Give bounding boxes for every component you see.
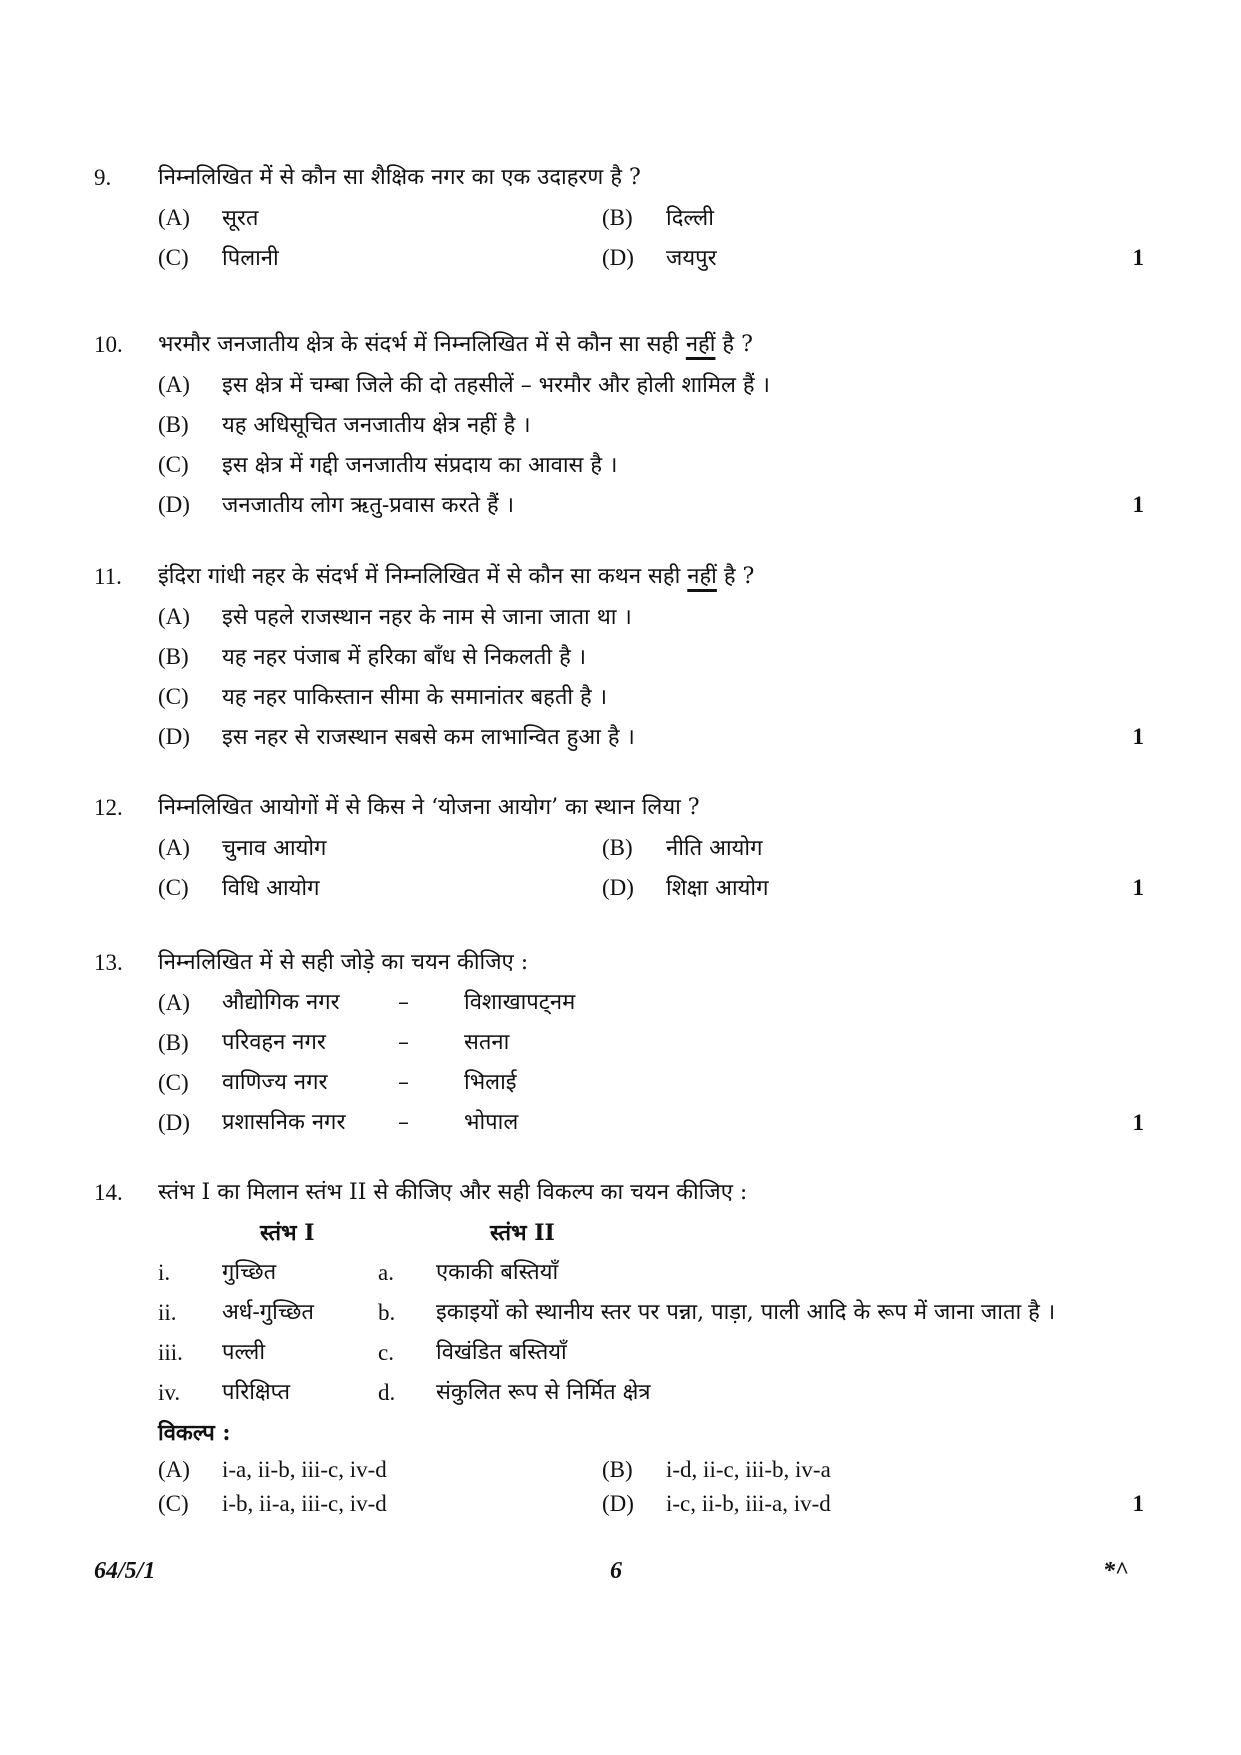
marks: 1 <box>1132 1110 1144 1135</box>
option-c <box>158 868 319 909</box>
option-letter: (B) <box>602 205 633 230</box>
pair-left: परिवहन नगर <box>222 1030 326 1055</box>
pair-dash: – <box>398 990 409 1015</box>
question-text-part: भरमौर जनजातीय क्षेत्र के संदर्भ में निम्नलिखित में से कौन सा सही <box>158 332 686 357</box>
option-c <box>158 238 279 279</box>
match-row <box>94 1253 1144 1293</box>
question-number: 12. <box>94 795 123 820</box>
option-text: यह अधिसूचित जनजातीय क्षेत्र नहीं है । <box>222 413 531 438</box>
option-b <box>158 405 531 446</box>
row-letter: d. <box>378 1380 396 1405</box>
option-text: दिल्ली <box>666 206 714 231</box>
match-row <box>94 1333 1144 1373</box>
option-d <box>158 717 635 758</box>
pair-dash: – <box>398 1030 409 1055</box>
row-right: एकाकी बस्तियाँ <box>436 1260 559 1285</box>
option-letter: (C) <box>158 684 189 709</box>
pair-dash: – <box>398 1070 409 1095</box>
option-letter: (B) <box>158 412 189 437</box>
option-text: यह नहर पंजाब में हरिका बाँध से निकलती है । <box>222 645 587 670</box>
marks: 1 <box>1132 724 1144 749</box>
option-letter: (D) <box>158 724 190 749</box>
question-text: स्तंभ I का मिलान स्तंभ II से कीजिए और सही विकल्प का चयन कीजिए : <box>158 1180 748 1205</box>
pair-letter: (C) <box>158 1070 189 1095</box>
option-letter: (B) <box>158 644 189 669</box>
option-a <box>158 198 258 239</box>
option-b <box>602 1453 831 1488</box>
question-number: 14. <box>94 1180 123 1205</box>
question-number: 13. <box>94 950 123 975</box>
match-row <box>94 1293 1144 1333</box>
pair-left: औद्योगिक नगर <box>222 990 340 1015</box>
option-letter: (D) <box>158 492 190 517</box>
option-letter: (B) <box>602 835 633 860</box>
question-12 <box>94 788 1144 908</box>
question-13 <box>94 943 1144 1143</box>
row-left: परिक्षिप्त <box>222 1380 290 1405</box>
option-letter: (D) <box>602 245 634 270</box>
option-c <box>158 445 617 486</box>
option-letter: (A) <box>158 372 190 397</box>
question-text: निम्नलिखित में से सही जोड़े का चयन कीजिए : <box>158 950 529 975</box>
pair-right: भिलाई <box>464 1070 517 1095</box>
pair-c <box>94 1063 1144 1103</box>
option-c <box>158 1487 387 1522</box>
option-text: चुनाव आयोग <box>222 836 327 861</box>
pair-letter: (D) <box>158 1110 190 1135</box>
options-label: विकल्प : <box>158 1420 231 1446</box>
option-b <box>602 828 762 869</box>
footer-mark: *^ <box>1103 1558 1129 1584</box>
pair-right: विशाखापट्नम <box>464 990 576 1015</box>
row-right: संकुलित रूप से निर्मित क्षेत्र <box>436 1380 651 1405</box>
marks: 1 <box>1132 245 1144 270</box>
question-number: 9. <box>94 165 112 190</box>
question-text-part: है ? <box>715 332 753 357</box>
option-text: i-c, ii-b, iii-a, iv-d <box>666 1491 831 1516</box>
option-letter: (D) <box>602 875 634 900</box>
question-emphasis: नहीं <box>685 332 716 357</box>
option-a <box>158 828 326 869</box>
option-text: शिक्षा आयोग <box>666 876 769 901</box>
question-number: 10. <box>94 332 123 357</box>
page-number: 6 <box>610 1558 622 1584</box>
option-text: विधि आयोग <box>222 876 320 901</box>
option-text: इस नहर से राजस्थान सबसे कम लाभान्वित हुआ है । <box>222 725 635 750</box>
question-text: निम्नलिखित आयोगों में से किस ने ‘योजना आयोग’ का स्थान लिया ? <box>158 795 700 820</box>
pair-b <box>94 1023 1144 1063</box>
row-right: विखंडित बस्तियाँ <box>436 1340 567 1365</box>
option-letter: (C) <box>158 245 189 270</box>
row-letter: c. <box>378 1340 394 1365</box>
option-letter: (A) <box>158 205 190 230</box>
option-d <box>602 238 717 279</box>
option-letter: (C) <box>158 1491 189 1516</box>
pair-a <box>94 983 1144 1023</box>
option-letter: (C) <box>158 875 189 900</box>
column-2-header: स्तंभ II <box>490 1220 555 1246</box>
option-text: पिलानी <box>222 246 279 271</box>
option-letter: (B) <box>602 1457 633 1482</box>
question-11 <box>94 557 1144 757</box>
option-letter: (A) <box>158 604 190 629</box>
row-numeral: iii. <box>158 1340 183 1365</box>
question-text-part: इंदिरा गांधी नहर के संदर्भ में निम्नलिखित में से कौन सा कथन सही <box>158 564 688 589</box>
marks: 1 <box>1132 1491 1144 1516</box>
row-numeral: i. <box>158 1260 171 1285</box>
question-text: निम्नलिखित में से कौन सा शैक्षिक नगर का एक उदाहरण है ? <box>158 165 641 190</box>
question-10 <box>94 325 1144 525</box>
question-text-part: है ? <box>716 564 755 589</box>
option-letter: (D) <box>602 1491 634 1516</box>
match-row <box>94 1373 1144 1413</box>
option-text: इसे पहले राजस्थान नहर के नाम से जाना जाता था । <box>222 605 632 630</box>
option-c <box>158 677 607 718</box>
option-letter: (A) <box>158 1457 190 1482</box>
option-text: जनजातीय लोग ऋतु-प्रवास करते हैं । <box>222 493 515 518</box>
row-numeral: iv. <box>158 1380 181 1405</box>
option-text: i-a, ii-b, iii-c, iv-d <box>222 1457 387 1482</box>
option-text: नीति आयोग <box>666 836 763 861</box>
question-14 <box>94 1173 1144 1521</box>
option-a <box>158 365 770 406</box>
marks: 1 <box>1132 492 1144 517</box>
option-letter: (C) <box>158 452 189 477</box>
row-left: अर्ध-गुच्छित <box>222 1300 314 1325</box>
question-9 <box>94 158 1144 278</box>
row-letter: a. <box>378 1260 394 1285</box>
pair-right: सतना <box>464 1030 510 1055</box>
row-letter: b. <box>378 1300 396 1325</box>
option-text: जयपुर <box>666 246 717 271</box>
option-text: सूरत <box>222 206 259 231</box>
option-a <box>158 597 632 638</box>
pair-left: वाणिज्य नगर <box>222 1070 328 1095</box>
option-text: i-d, ii-c, iii-b, iv-a <box>666 1457 831 1482</box>
option-a <box>158 1453 387 1488</box>
option-text: इस क्षेत्र में चम्बा जिले की दो तहसीलें – भरमौर और होली शामिल हैं । <box>222 373 770 398</box>
row-right: इकाइयों को स्थानीय स्तर पर पन्ना, पाड़ा, पाली आदि के रूप में जाना जाता है । <box>436 1300 1056 1325</box>
marks: 1 <box>1132 875 1144 900</box>
pair-dash: – <box>398 1110 409 1135</box>
option-text: इस क्षेत्र में गद्दी जनजातीय संप्रदाय का आवास है । <box>222 453 618 478</box>
pair-letter: (B) <box>158 1030 189 1055</box>
option-b <box>602 198 714 239</box>
question-text <box>158 325 753 365</box>
question-number: 11. <box>94 564 122 589</box>
option-b <box>158 637 586 678</box>
row-numeral: ii. <box>158 1300 177 1325</box>
pair-letter: (A) <box>158 990 190 1015</box>
question-emphasis: नहीं <box>687 564 717 589</box>
pair-right: भोपाल <box>464 1110 519 1135</box>
pair-d <box>94 1103 1144 1143</box>
row-left: गुच्छित <box>222 1260 277 1285</box>
row-left: पल्ली <box>222 1340 266 1365</box>
option-text: i-b, ii-a, iii-c, iv-d <box>222 1491 387 1516</box>
pair-left: प्रशासनिक नगर <box>222 1110 346 1135</box>
question-text <box>158 557 754 597</box>
paper-code: 64/5/1 <box>94 1558 156 1584</box>
option-d <box>602 868 768 909</box>
option-d <box>602 1487 831 1522</box>
column-1-header: स्तंभ I <box>260 1220 315 1246</box>
option-d <box>158 485 514 526</box>
option-letter: (A) <box>158 835 190 860</box>
option-text: यह नहर पाकिस्तान सीमा के समानांतर बहती है । <box>222 685 608 710</box>
